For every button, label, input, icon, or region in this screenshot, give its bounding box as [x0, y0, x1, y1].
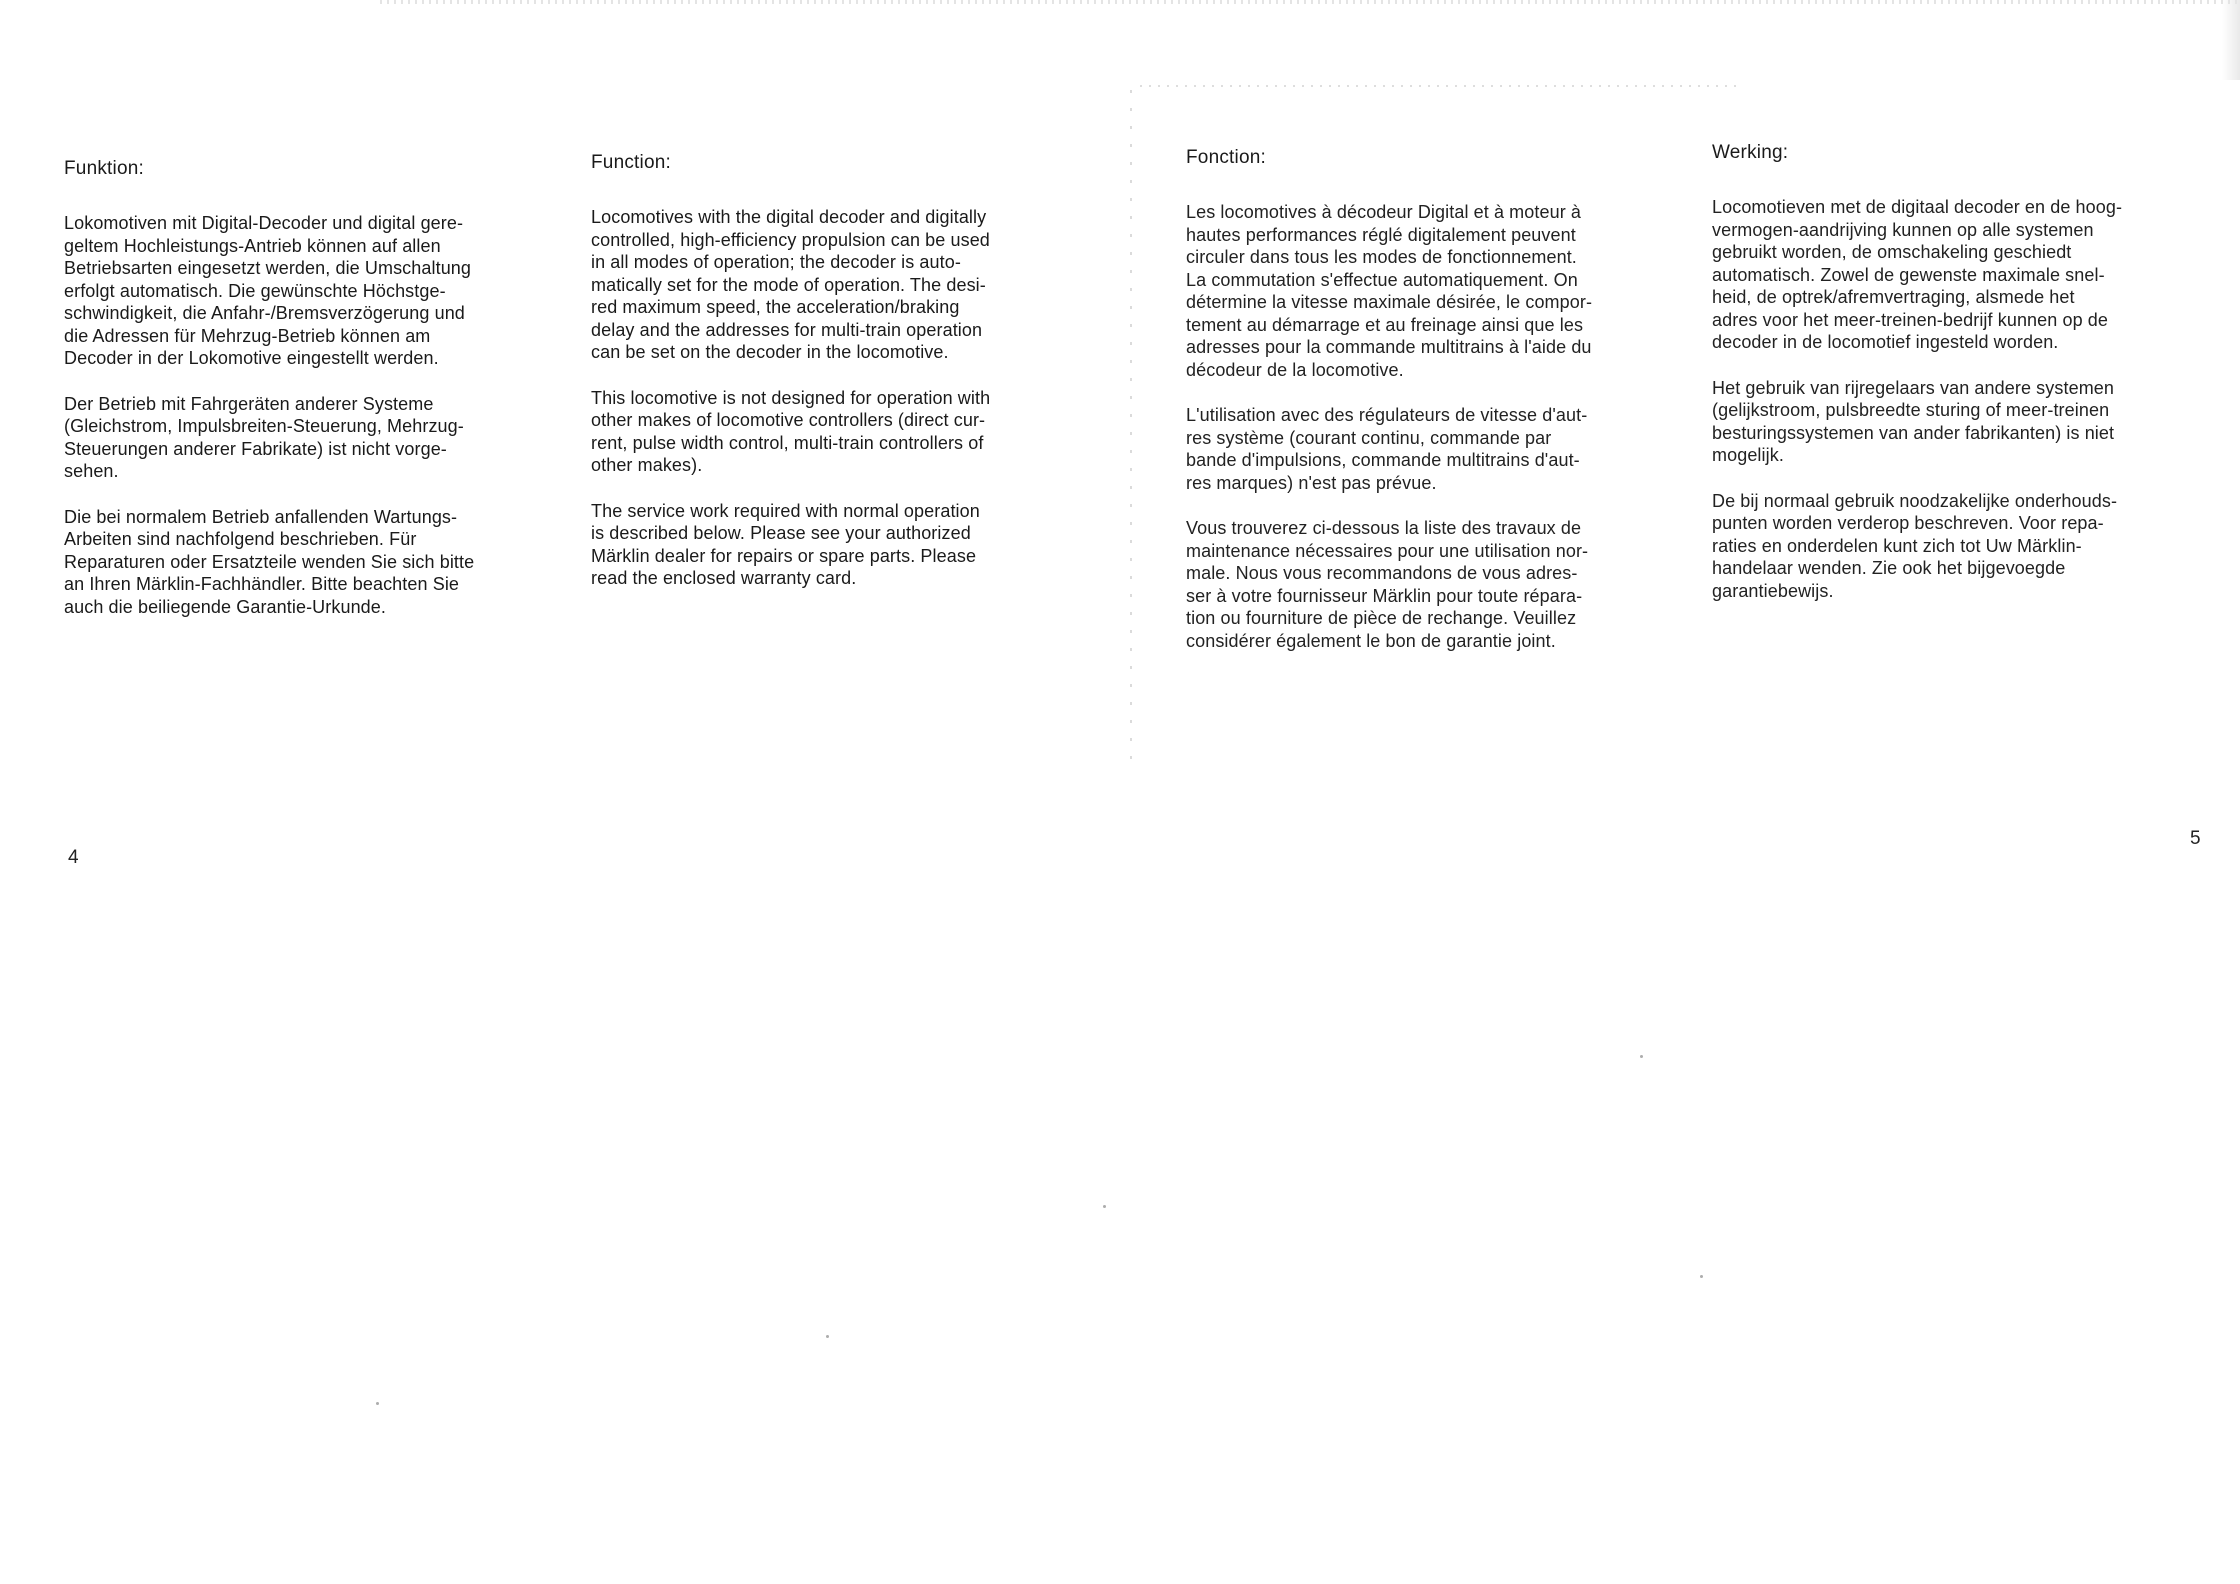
scan-speck: [1700, 1275, 1703, 1278]
scan-edge-artifact: [380, 0, 2240, 4]
scan-speck: [1103, 1205, 1106, 1208]
french-heading: Fonction:: [1186, 147, 1266, 168]
english-paragraph-1: Locomotives with the digital decoder and digitally controlled, high-efficiency propulsion can be used in all modes of operation; the decoder is auto- matically set for the mode of operation. The desi- red maximum speed, the acceleration/braking delay and the addresses for multi-train operation can be set on the decoder in the locomotive.: [591, 207, 990, 362]
german-paragraph-1: Lokomotiven mit Digital-Decoder und digital gere- geltem Hochleistungs-Antrieb können auf allen Betriebsarten eingesetzt werden, die Umschaltung erfolgt automatisch. Die gewünschte Höchstge- schwindigkeit, die Anfahr-/Bremsverzögerung und die Adressen für Mehrzug-Betrieb können am Decoder in der Lokomotive eingestellt werden.: [64, 213, 472, 368]
scan-speck: [826, 1335, 829, 1338]
dutch-paragraph-3: De bij normaal gebruik noodzakelijke onderhouds- punten worden verderop beschreven. Voor repa- raties en onderdelen kunt zich tot Uw Märklin- handelaar wenden. Zie ook het bijgevoegde garantiebewijs.: [1712, 490, 2118, 601]
french-paragraph-3: Vous trouverez ci-dessous la liste des travaux de maintenance nécessaires pour une utilisation nor- male. Nous vous recommandons de vous adres- ser à votre fournisseur Märklin pour toute répara- tion ou fourniture de pièce de rechange. Veuillez considérer également le bon de garantie joint.: [1186, 518, 1589, 651]
german-column: [64, 158, 554, 641]
english-paragraph-2: This locomotive is not designed for operation with other makes of locomotive controllers (direct cur- rent, pulse width control, multi-train controllers of other makes).: [591, 387, 991, 475]
scan-edge-artifact: [1140, 85, 1740, 87]
german-heading: Funktion:: [64, 158, 144, 179]
german-paragraph-3: Die bei normalem Betrieb anfallenden Wartungs- Arbeiten sind nachfolgend beschrieben. Für Reparaturen oder Ersatzteile wenden Sie sich bitte an Ihren Märklin-Fachhändler. Bitte beachten Sie auch die beiliegende Garantie-Urkunde.: [64, 506, 475, 617]
english-column: [591, 152, 1081, 613]
dutch-paragraph-2: Het gebruik van rijregelaars van andere systemen (gelijkstroom, pulsbreedte sturing of meer-treinen besturingssystemen van ander fabrikanten) is niet mogelijk.: [1712, 377, 2115, 465]
page-number-left: 4: [68, 847, 79, 868]
english-heading: Function:: [591, 152, 671, 173]
scan-edge-artifact: [2222, 0, 2240, 80]
english-paragraph-3: The service work required with normal operation is described below. Please see your authorized Märklin dealer for repairs or spare parts. Please read the enclosed warranty card.: [591, 500, 980, 588]
french-column: [1186, 147, 1676, 675]
dutch-paragraph-1: Locomotieven met de digitaal decoder en de hoog- vermogen-aandrijving kunnen op alle systemen gebruikt worden, de omschakeling geschiedt automatisch. Zowel de gewenste maximale snel- heid, de optrek/afremvertraging, alsmede het adres voor het meer-treinen-bedrijf kunnen op de decoder in de locomotief ingesteld worden.: [1712, 197, 2123, 352]
scan-speck: [1640, 1055, 1643, 1058]
page-fold-line: [1130, 90, 1132, 760]
page-number-right: 5: [2190, 828, 2201, 849]
scan-speck: [376, 1402, 379, 1405]
french-paragraph-2: L'utilisation avec des régulateurs de vitesse d'aut- res système (courant continu, commande par bande d'impulsions, commande multitrains d'aut- res marques) n'est pas prévue.: [1186, 405, 1588, 493]
german-paragraph-2: Der Betrieb mit Fahrgeräten anderer Systeme (Gleichstrom, Impulsbreiten-Steuerung, Mehrzug- Steuerungen anderer Fabrikate) ist nicht vorge- sehen.: [64, 393, 464, 481]
dutch-heading: Werking:: [1712, 142, 1789, 163]
french-paragraph-1: Les locomotives à décodeur Digital et à moteur à hautes performances réglé digitalement peuvent circuler dans tous les modes de fonctionnement. La commutation s'effectue automatiquement. On détermine la vitesse maximale désirée, le compor- tement au démarrage et au freinage ainsi que les adresses pour la commande multitrains à l'aide du décodeur de la locomotive.: [1186, 202, 1593, 380]
dutch-column: [1712, 142, 2212, 625]
